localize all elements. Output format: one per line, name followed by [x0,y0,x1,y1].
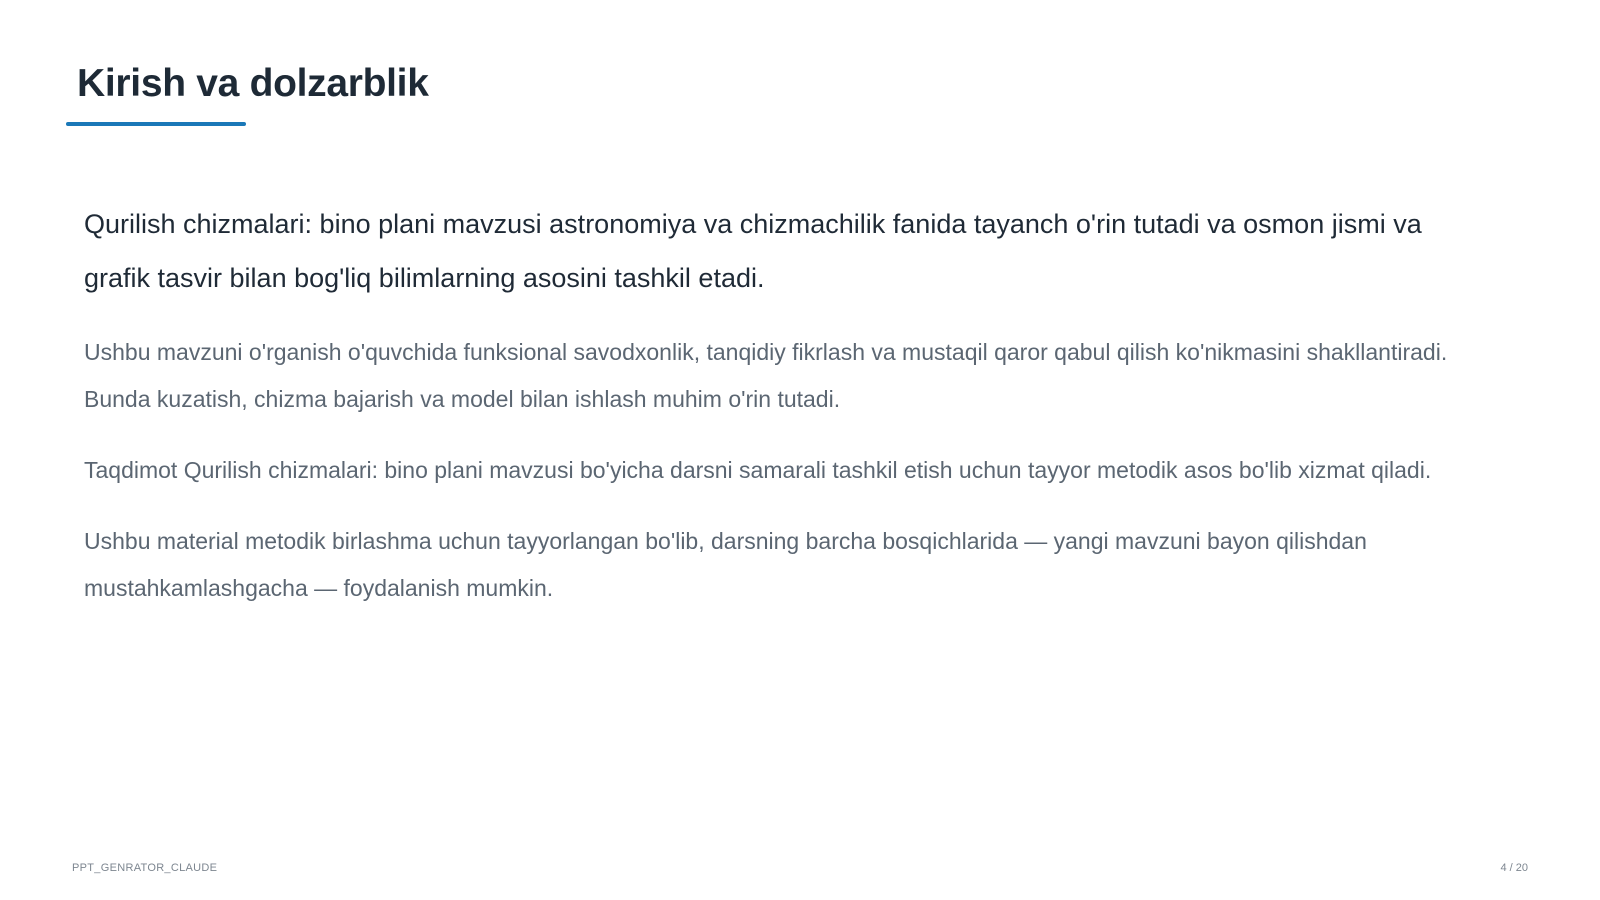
slide-content [84,197,1484,636]
title-underline [66,122,246,126]
slide-title: Kirish va dolzarblik [77,62,429,105]
footer-source: PPT_GENRATOR_CLAUDE [72,862,218,874]
lead-paragraph: Qurilish chizmalari: bino plani mavzusi astronomiya va chizmachilik fanida tayanch o'rin tutadi va osmon jismi va grafik tasvir bilan bog'liq bilimlarning asosini tashkil etadi. [84,209,1422,293]
body-paragraph-2: Taqdimot Qurilish chizmalari: bino plani mavzusi bo'yicha darsni samarali tashkil etish uchun tayyor metodik asos bo'lib xizmat qiladi. [84,457,1432,483]
page-number: 4 / 20 [1500,862,1528,874]
body-paragraph-3: Ushbu material metodik birlashma uchun tayyorlangan bo'lib, darsning barcha bosqichlarida — yangi mavzuni bayon qilishdan mustahkamlashgacha — foydalanish mumkin. [84,528,1367,601]
body-paragraph-1: Ushbu mavzuni o'rganish o'quvchida funksional savodxonlik, tanqidiy fikrlash va mustaqil qaror qabul qilish ko'nikmasini shakllantiradi. Bunda kuzatish, chizma bajarish va model bilan ishlash muhim o'rin tutadi. [84,339,1448,412]
